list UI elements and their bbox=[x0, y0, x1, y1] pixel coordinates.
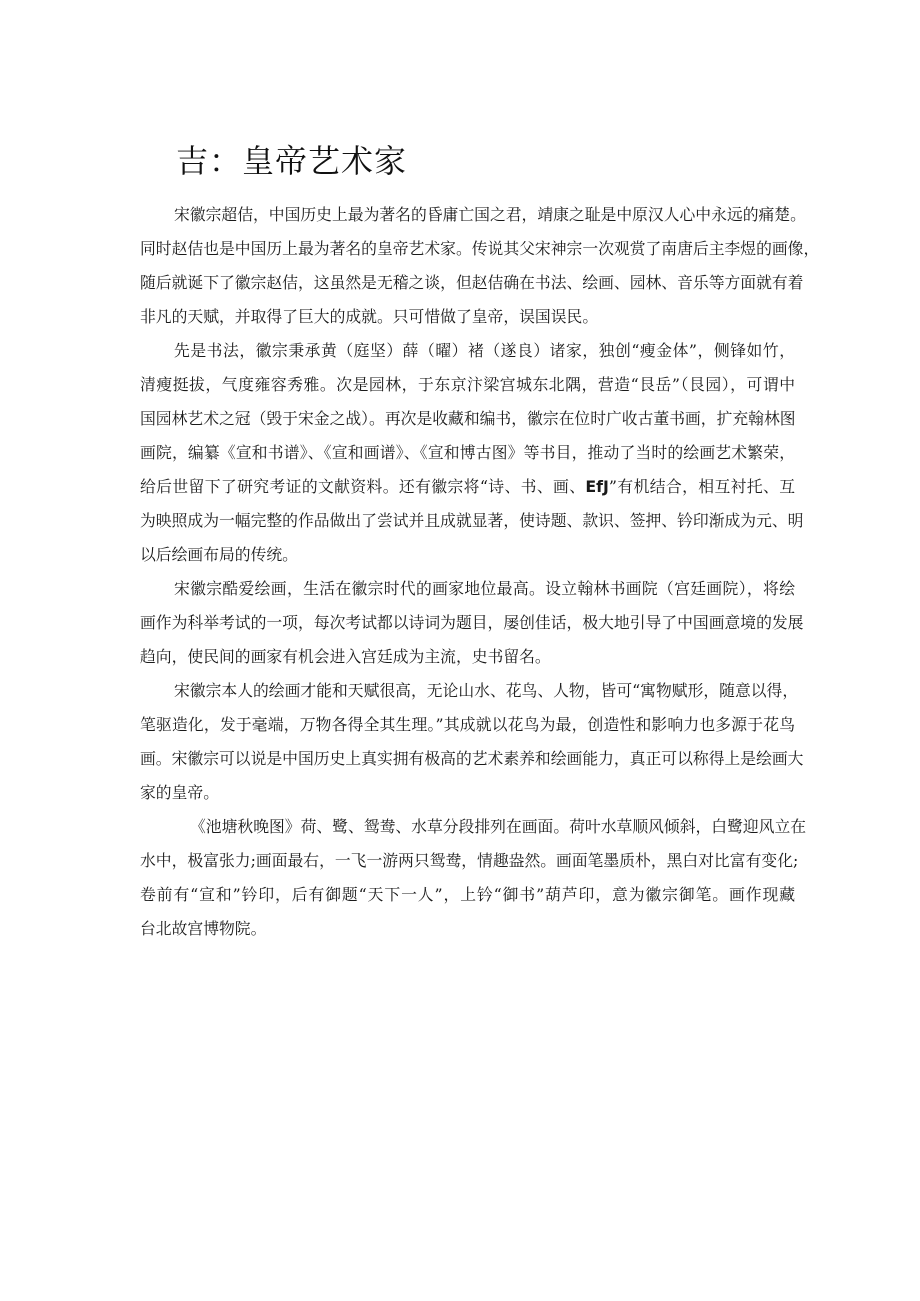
paragraph-line: 国园林艺术之冠（毁于宋金之战）。再次是收藏和编书，徽宗在位时广收古董书画，扩充翰林图 bbox=[140, 409, 796, 428]
paragraph-line: 笔驱造化，发于毫端，万物各得全其生理。”其成就以花鸟为最，创造性和影响力也多源于花鸟 bbox=[140, 715, 795, 734]
paragraph-3 bbox=[140, 572, 804, 674]
paragraph-line: 以后绘画布局的传统。 bbox=[140, 545, 298, 564]
paragraph-line: 卷前有“宣和”钤印，后有御题“天下一人”，上钤“御书”葫芦印，意为徽宗御笔。画作现藏 bbox=[140, 885, 795, 904]
paragraph-line: 宋徽宗本人的绘画才能和天赋很高，无论山水、花鸟、人物，皆可“寓物赋形，随意以得， bbox=[174, 681, 799, 700]
paragraph-line: 家的皇帝。 bbox=[140, 783, 219, 802]
paragraph-line: 趋向，使民间的画家有机会进入宫廷成为主流，史书留名。 bbox=[140, 647, 551, 666]
latin-fragment: EfJ bbox=[585, 477, 609, 496]
paragraph-line: 先是书法，徽宗秉承黄（庭坚）薛（曜）褚（遂良）诸家，独创“瘦金体”，侧锋如竹， bbox=[174, 341, 795, 360]
paragraph-line: 宋徽宗超佶，中国历史上最为著名的昏庸亡国之君，靖康之耻是中原汉人心中永远的痛楚。 bbox=[174, 205, 806, 224]
document-body bbox=[140, 198, 820, 946]
paragraph-1 bbox=[140, 198, 820, 334]
paragraph-line: 画作为科举考试的一项，每次考试都以诗词为题目，屡创佳话，极大地引导了中国画意境的发展 bbox=[140, 613, 804, 632]
document-title: 吉：皇帝艺术家 bbox=[176, 142, 408, 180]
paragraph-line: 画院，编纂《宣和书谱》、《宣和画谱》、《宣和博古图》等书目，推动了当时的绘画艺术繁荣， bbox=[140, 443, 795, 462]
paragraph-5 bbox=[140, 810, 807, 946]
paragraph-4 bbox=[140, 674, 804, 810]
paragraph-line: 给后世留下了研究考证的文献资料。还有徽宗将“诗、书、画、EfJ”有机结合，相互衬托、互 bbox=[140, 477, 795, 496]
paragraph-2 bbox=[140, 334, 804, 572]
paragraph-line: 宋徽宗酷爱绘画，生活在徽宗时代的画家地位最高。设立翰林书画院（宫廷画院），将绘 bbox=[174, 579, 795, 598]
paragraph-line: 为映照成为一幅完整的作品做出了尝试并且成就显著，使诗题、款识、签押、钤印渐成为元、明 bbox=[140, 511, 804, 530]
paragraph-line: 清瘦挺拔，气度雍容秀雅。次是园林，于东京汴梁宫城东北隅，营造“艮岳”（艮园），可谓中 bbox=[140, 375, 795, 394]
paragraph-line: 非凡的天赋，并取得了巨大的成就。只可惜做了皇帝，误国误民。 bbox=[140, 307, 599, 326]
paragraph-line: 台北故宫博物院。 bbox=[140, 919, 267, 938]
paragraph-line: 同时赵佶也是中国历上最为著名的皇帝艺术家。传说其父宋神宗一次观赏了南唐后主李煜的画像， bbox=[140, 239, 820, 258]
paragraph-line: 随后就诞下了徽宗赵佶，这虽然是无稽之谈，但赵佶确在书法、绘画、园林、音乐等方面就有着 bbox=[140, 273, 804, 292]
paragraph-line: 水中，极富张力;画面最右，一飞一游两只鸳鸯，情趣盎然。画面笔墨质朴，黑白对比富有变化; bbox=[140, 851, 799, 870]
paragraph-line: 画。宋徽宗可以说是中国历史上真实拥有极高的艺术素养和绘画能力，真正可以称得上是绘画大 bbox=[140, 749, 804, 768]
paragraph-line: 《池塘秋晚图》荷、鹭、鸳鸯、水草分段排列在画面。荷叶水草顺风倾斜，白鹭迎风立在 bbox=[190, 817, 807, 836]
